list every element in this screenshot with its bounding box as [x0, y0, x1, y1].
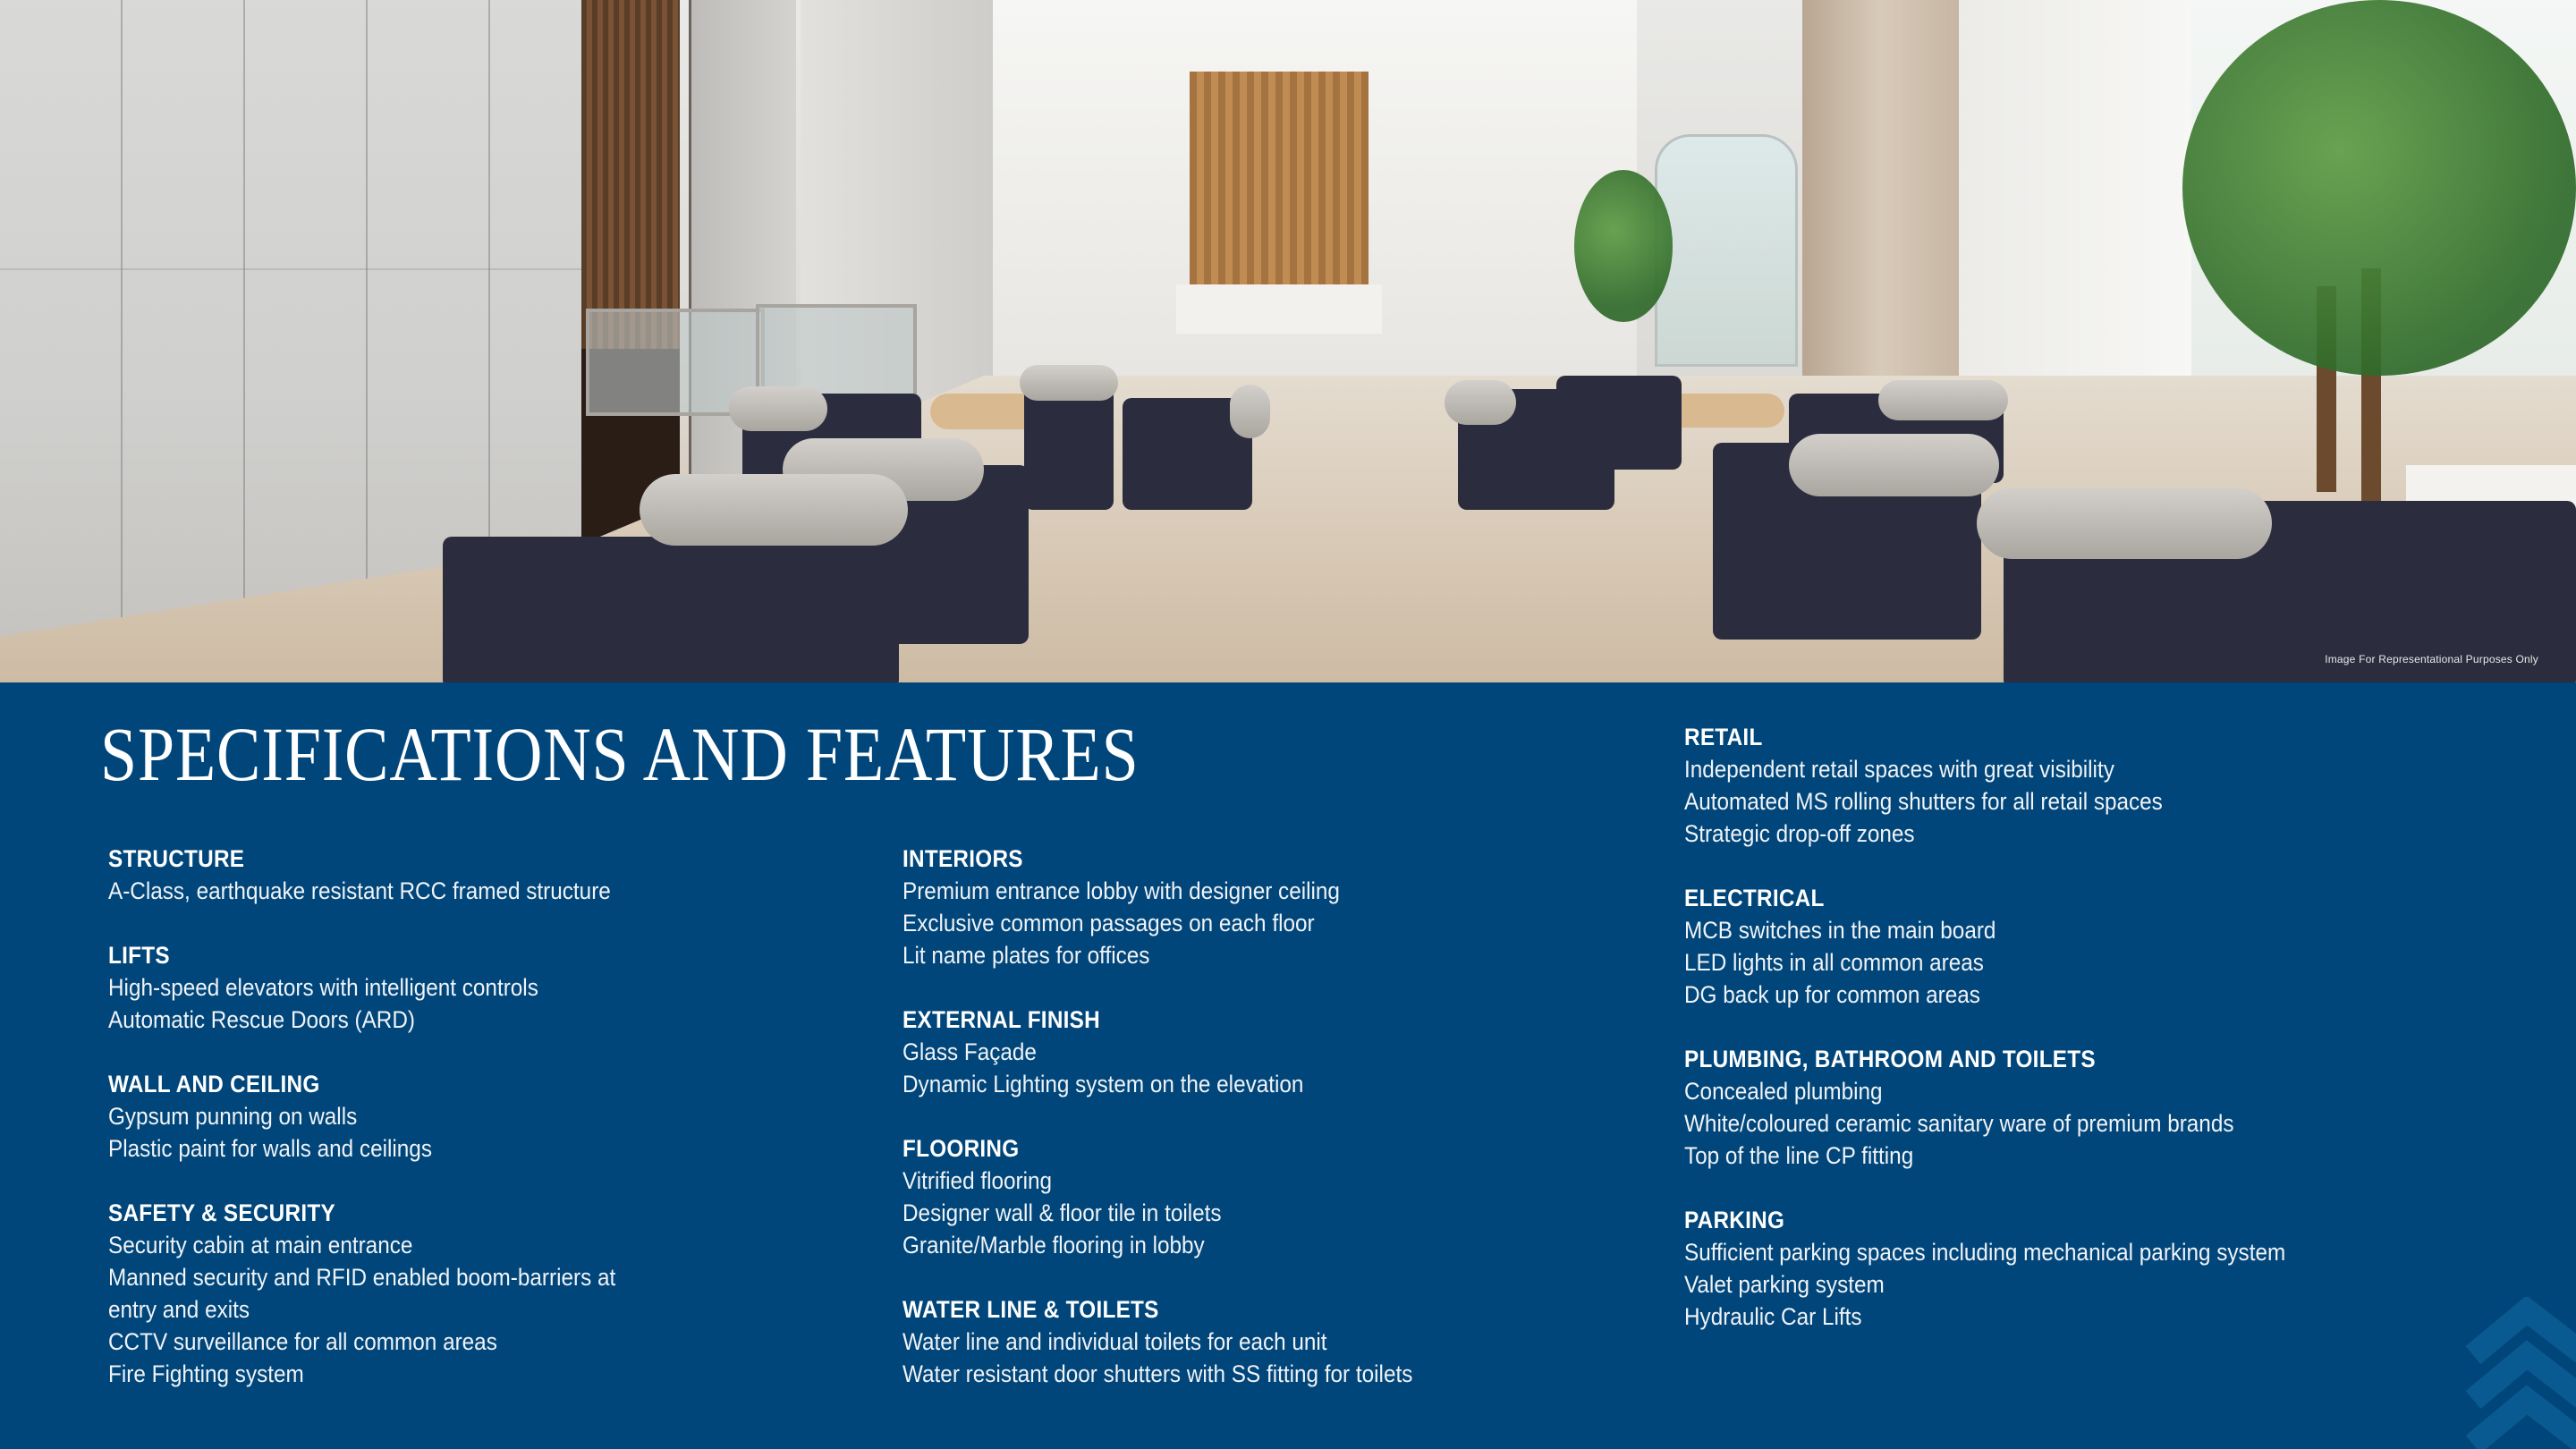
section-heading: RETAIL	[1684, 724, 1763, 750]
spec-item: Independent retail spaces with great visibility	[1684, 756, 2114, 783]
spec-item: Hydraulic Car Lifts	[1684, 1303, 1862, 1330]
spec-section-retail	[1684, 721, 2489, 850]
photo-wood-wall	[1190, 72, 1368, 286]
section-heading: INTERIORS	[902, 845, 1023, 872]
lobby-photo	[0, 0, 2576, 682]
section-heading: FLOORING	[902, 1135, 1020, 1162]
section-heading: PARKING	[1684, 1207, 1785, 1233]
photo-armchair	[1556, 376, 1682, 470]
section-heading: EXTERNAL FINISH	[902, 1006, 1100, 1033]
chevrons-up-icon	[2464, 1297, 2576, 1449]
photo-reception-desk	[1176, 284, 1382, 334]
photo-sofa-bolster	[1977, 487, 2272, 559]
spec-item: CCTV surveillance for all common areas	[108, 1328, 497, 1355]
spec-item: White/coloured ceramic sanitary ware of premium brands	[1684, 1110, 2234, 1137]
spec-item: Valet parking system	[1684, 1271, 1885, 1298]
spec-section-water-line-toilets	[902, 1293, 1636, 1390]
section-heading: PLUMBING, BATHROOM AND TOILETS	[1684, 1046, 2096, 1072]
photo-armchair-bolster	[1020, 365, 1118, 401]
photo-armchair-bolster	[640, 474, 908, 546]
spec-section-flooring	[902, 1132, 1636, 1261]
spec-item: Premium entrance lobby with designer ceiling	[902, 877, 1340, 904]
spec-item: Concealed plumbing	[1684, 1078, 1883, 1105]
spec-item: Top of the line CP fitting	[1684, 1142, 1914, 1169]
spec-item: Manned security and RFID enabled boom-barriers at	[108, 1264, 616, 1291]
spec-section-safety-security	[108, 1197, 842, 1390]
spec-item: entry and exits	[108, 1296, 250, 1323]
spec-item: Designer wall & floor tile in toilets	[902, 1199, 1222, 1226]
photo-armchair-bolster	[1878, 380, 2008, 420]
page-title: SPECIFICATIONS AND FEATURES	[100, 711, 1140, 797]
spec-item: Security cabin at main entrance	[108, 1232, 413, 1258]
section-heading: ELECTRICAL	[1684, 885, 1825, 911]
spec-item: Strategic drop-off zones	[1684, 820, 1915, 847]
spec-item: Automatic Rescue Doors (ARD)	[108, 1006, 416, 1033]
spec-section-wall-and-ceiling	[108, 1068, 842, 1165]
photo-armchair	[443, 537, 899, 682]
photo-disclaimer: Image For Representational Purposes Only	[2325, 653, 2538, 665]
photo-armchair-bolster	[729, 386, 827, 431]
spec-item: Dynamic Lighting system on the elevation	[902, 1071, 1304, 1097]
spec-item: Water resistant door shutters with SS fitting for toilets	[902, 1360, 1413, 1387]
spec-item: Automated MS rolling shutters for all retail spaces	[1684, 788, 2163, 815]
spec-section-interiors	[902, 843, 1636, 971]
spec-item: MCB switches in the main board	[1684, 917, 1996, 944]
spec-item: LED lights in all common areas	[1684, 949, 1984, 976]
spec-section-electrical	[1684, 882, 2489, 1011]
photo-tree	[2182, 0, 2576, 376]
spec-column-1	[108, 843, 842, 1422]
spec-column-3	[1684, 721, 2489, 1365]
spec-item: Water line and individual toilets for each unit	[902, 1328, 1327, 1355]
section-heading: STRUCTURE	[108, 845, 245, 872]
spec-section-plumbing	[1684, 1043, 2489, 1172]
spec-item: Fire Fighting system	[108, 1360, 304, 1387]
spec-item: Glass Façade	[902, 1038, 1037, 1065]
section-heading: LIFTS	[108, 942, 170, 969]
spec-item: High-speed elevators with intelligent controls	[108, 974, 538, 1001]
spec-item: Vitrified flooring	[902, 1167, 1053, 1194]
spec-item: Lit name plates for offices	[902, 942, 1150, 969]
photo-armchair-bolster	[1789, 434, 1999, 496]
spec-section-parking	[1684, 1204, 2489, 1333]
photo-tree	[1574, 170, 1673, 322]
spec-item: DG back up for common areas	[1684, 981, 1980, 1008]
spec-section-lifts	[108, 939, 842, 1036]
spec-item: Exclusive common passages on each floor	[902, 910, 1315, 936]
section-heading: WATER LINE & TOILETS	[902, 1296, 1159, 1323]
spec-item: Granite/Marble flooring in lobby	[902, 1232, 1205, 1258]
spec-item: Sufficient parking spaces including mechanical parking system	[1684, 1239, 2286, 1266]
photo-armchair-bolster	[1230, 385, 1270, 438]
spec-item: Gypsum punning on walls	[108, 1103, 358, 1130]
spec-section-external-finish	[902, 1004, 1636, 1100]
section-heading: SAFETY & SECURITY	[108, 1199, 335, 1226]
spec-section-structure	[108, 843, 842, 907]
photo-armchair-bolster	[1445, 380, 1516, 425]
spec-column-2	[902, 843, 1636, 1422]
photo-revolving-door	[1655, 134, 1798, 367]
spec-item: A-Class, earthquake resistant RCC framed structure	[108, 877, 611, 904]
section-heading: WALL AND CEILING	[108, 1071, 320, 1097]
spec-item: Plastic paint for walls and ceilings	[108, 1135, 432, 1162]
